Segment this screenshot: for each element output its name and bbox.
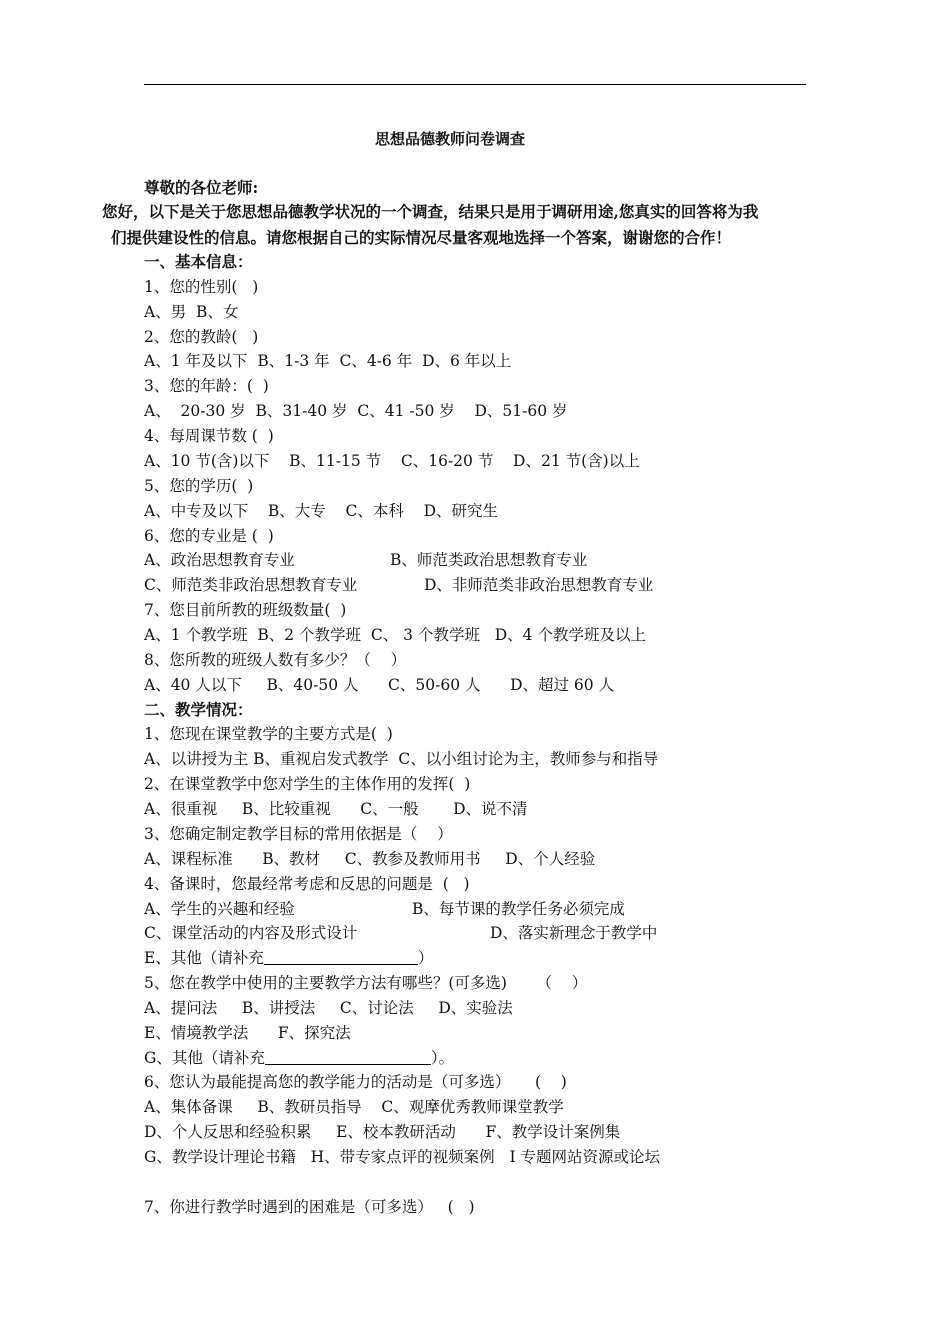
question-8-options: A、40 人以下 B、40-50 人 C、50-60 人 D、超过 60 人 [144,676,615,694]
question-7: 7、您目前所教的班级数量( ) [144,601,347,619]
question-4: 4、每周课节数 ( ) [144,427,274,445]
teaching-question-6-options-1: A、集体备课 B、教研员指导 C、观摩优秀教师课堂教学 [144,1098,564,1116]
teaching-question-5-options-1: A、提问法 B、讲授法 C、讨论法 D、实验法 [144,999,513,1017]
question-5: 5、您的学历( ) [144,477,254,495]
question-6-option-a: A、政治思想教育专业 [144,551,295,569]
fill-in-blank[interactable] [264,950,418,965]
teaching-question-5-options-2: E、情境教学法 F、探究法 [144,1024,351,1042]
question-3-options: A、 20-30 岁 B、31-40 岁 C、41 -50 岁 D、51-60 岁 [144,402,568,420]
option-g-label: G、其他（请补充 [144,1049,265,1067]
section-basic-info: 一、基本信息： [144,252,253,271]
teaching-question-4-option-e [144,948,433,968]
question-3: 3、您的年龄：( ) [144,377,269,395]
option-e-label: E、其他（请补充 [144,949,264,967]
question-6-option-b: B、师范类政治思想教育专业 [390,551,588,569]
header-rule [144,84,806,85]
teaching-question-1: 1、您现在课堂教学的主要方式是( ) [144,725,393,743]
teaching-question-3-options: A、课程标准 B、教材 C、教参及教师用书 D、个人经验 [144,850,596,868]
fill-in-blank[interactable] [265,1050,431,1065]
section-teaching: 二、教学情况： [144,700,253,719]
question-2-options: A、1 年及以下 B、1-3 年 C、4-6 年 D、6 年以上 [144,352,512,370]
question-8: 8、您所教的班级人数有多少？（ ） [144,651,407,669]
teaching-question-7: 7、你进行教学时遇到的困难是（可多选） ( ) [144,1198,475,1216]
teaching-question-5: 5、您在教学中使用的主要教学方法有哪些？(可多选) （ ） [144,974,588,992]
teaching-question-4-option-d: D、落实新理念于教学中 [490,924,658,942]
option-g-close: ）。 [430,1049,455,1067]
question-2: 2、您的教龄( ) [144,328,259,346]
question-6-option-d: D、非师范类非政治思想教育专业 [424,576,654,594]
teaching-question-4-option-c: C、课堂活动的内容及形式设计 [144,924,358,942]
question-7-options: A、1 个教学班 B、2 个教学班 C、 3 个教学班 D、4 个教学班及以上 [144,626,646,644]
question-1-options: A、男 B、女 [144,303,239,321]
question-5-options: A、中专及以下 B、大专 C、本科 D、研究生 [144,502,498,520]
teaching-question-6-options-2: D、个人反思和经验积累 E、校本教研活动 F、教学设计案例集 [144,1123,621,1141]
teaching-question-6-options-3: G、教学设计理论书籍 H、带专家点评的视频案例 I 专题网站资源或论坛 [144,1148,661,1166]
teaching-question-1-options: A、以讲授为主 B、重视启发式教学 C、以小组讨论为主，教师参与和指导 [144,750,659,768]
teaching-question-4: 4、备课时，您最经常考虑和反思的问题是 ( ) [144,875,470,893]
question-6-option-c: C、师范类非政治思想教育专业 [144,576,358,594]
teaching-question-4-option-a: A、学生的兴趣和经验 [144,900,295,918]
document-title: 思想品德教师问卷调查 [374,130,525,148]
question-4-options: A、10 节(含)以下 B、11-15 节 C、16-20 节 D、21 节(含)以上 [144,452,640,470]
teaching-question-5-option-g [144,1048,454,1068]
question-1: 1、您的性别( ) [144,278,259,296]
teaching-question-4-option-b: B、每节课的教学任务必须完成 [412,900,625,918]
teaching-question-6: 6、您认为最能提高您的教学能力的活动是（可多选） ( ) [144,1073,567,1091]
teaching-question-2: 2、在课堂教学中您对学生的主体作用的发挥( ) [144,775,471,793]
teaching-question-2-options: A、很重视 B、比较重视 C、一般 D、说不清 [144,800,528,818]
teaching-question-3: 3、您确定制定教学目标的常用依据是（ ） [144,825,453,843]
option-e-close: ） [417,949,434,967]
question-6: 6、您的专业是 ( ) [144,527,274,545]
intro-line-2: 们提供建设性的信息。请您根据自己的实际情况尽量客观地选择一个答案，谢谢您的合作！ [111,228,732,247]
intro-line-1: 您好，以下是关于您思想品德教学状况的一个调查，结果只是用于调研用途,您真实的回答将为我 [102,202,759,221]
greeting: 尊敬的各位老师: [144,178,259,197]
